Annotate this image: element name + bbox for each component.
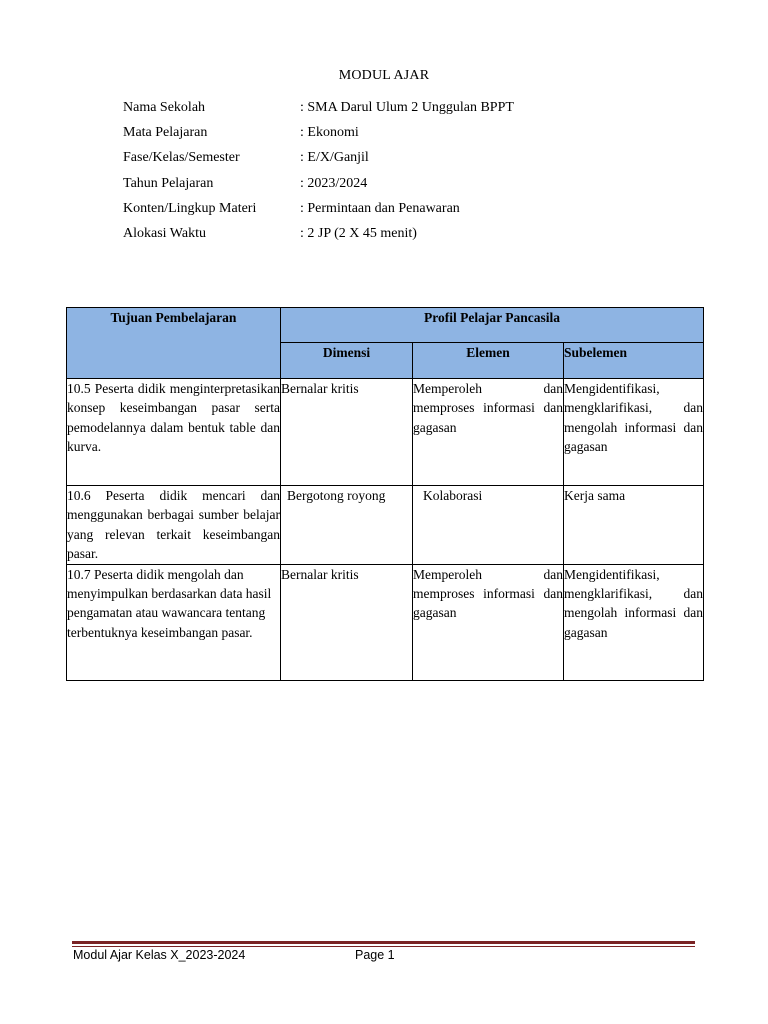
info-value: : SMA Darul Ulum 2 Unggulan BPPT: [300, 100, 514, 115]
info-label: Konten/Lingkup Materi: [123, 200, 257, 216]
cell-elemen: Kolaborasi: [413, 486, 564, 565]
footer-page-number: Page 1: [355, 948, 395, 962]
table-row: [67, 486, 704, 565]
header-tujuan: Tujuan Pembelajaran: [67, 308, 281, 379]
cell-tujuan: 10.5 Peserta didik menginterpretasikan konsep keseimbangan pasar serta pemodelannya dalam bentuk table dan kurva.: [67, 379, 281, 486]
info-row-time: [123, 224, 514, 249]
info-value: : Permintaan dan Penawaran: [300, 200, 460, 216]
cell-tujuan: 10.7 Peserta didik mengolah dan menyimpulkan berdasarkan data hasil pengamatan atau wawancara tentang terbentuknya keseimbangan pasar.: [67, 564, 281, 680]
learning-objectives-table: [66, 307, 704, 681]
header-subelemen: Subelemen: [564, 343, 704, 379]
footer-doc-label: Modul Ajar Kelas X_2023-2024: [73, 948, 246, 962]
cell-elemen: Memperoleh dan memproses informasi dan gagasan: [413, 564, 564, 680]
cell-tujuan: 10.6 Peserta didik mencari dan menggunakan berbagai sumber belajar yang relevan terkait keseimbangan pasar.: [67, 486, 281, 565]
info-row-school: [123, 98, 514, 123]
footer-rule: [72, 941, 695, 944]
header-dimensi: Dimensi: [281, 343, 413, 379]
info-label: Fase/Kelas/Semester: [123, 150, 240, 166]
info-value: : 2 JP (2 X 45 menit): [300, 225, 417, 241]
header-profil: Profil Pelajar Pancasila: [281, 308, 704, 343]
cell-subelemen: Kerja sama: [564, 486, 704, 565]
table-row: [67, 564, 704, 680]
cell-subelemen: Mengidentifikasi, mengklarifikasi, dan mengolah informasi dan gagasan: [564, 379, 704, 486]
info-row-year: [123, 174, 514, 199]
page-title: MODUL AJAR: [338, 68, 430, 83]
info-value: : Ekonomi: [300, 125, 359, 141]
cell-dimensi: Bergotong royong: [281, 486, 413, 565]
info-label: Alokasi Waktu: [123, 225, 206, 241]
info-row-subject: [123, 123, 514, 148]
info-row-phase: [123, 148, 514, 173]
info-label: Mata Pelajaran: [123, 125, 208, 141]
header-elemen: Elemen: [413, 343, 564, 379]
document-info: [123, 98, 514, 249]
info-label: Tahun Pelajaran: [123, 175, 214, 191]
info-value: : E/X/Ganjil: [300, 150, 369, 166]
cell-subelemen: Mengidentifikasi, mengklarifikasi, dan mengolah informasi dan gagasan: [564, 564, 704, 680]
info-value: : 2023/2024: [300, 175, 368, 191]
info-label: Nama Sekolah: [123, 100, 206, 115]
cell-dimensi: Bernalar kritis: [281, 379, 413, 486]
table-row: [67, 379, 704, 486]
footer-rule-thin: [72, 946, 695, 947]
info-row-content: [123, 199, 514, 224]
cell-dimensi: Bernalar kritis: [281, 564, 413, 680]
cell-elemen: Memperoleh dan memproses informasi dan gagasan: [413, 379, 564, 486]
